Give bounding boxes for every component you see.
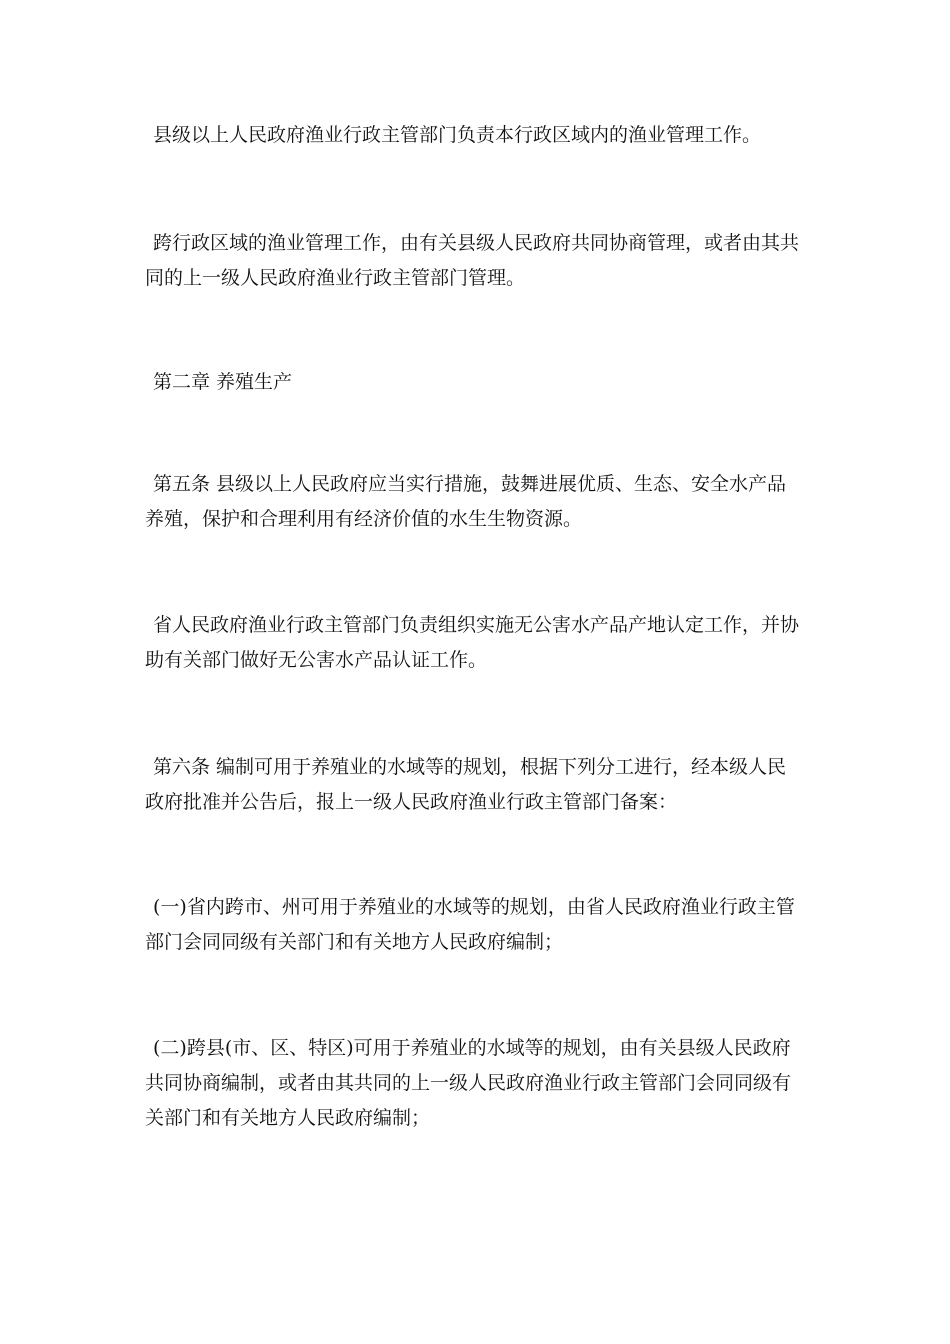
text-line: 政府批准并公告后，报上一级人民政府渔业行政主管部门备案：	[145, 791, 678, 813]
chapter-heading	[145, 365, 810, 400]
article-6	[145, 750, 810, 820]
text-line: 县级以上人民政府渔业行政主管部门负责本行政区域内的渔业管理工作。	[153, 124, 762, 146]
paragraph-pollution-free-certification	[145, 608, 810, 678]
text-line: 省人民政府渔业行政主管部门负责组织实施无公害水产品产地认定工作，并协	[153, 614, 800, 636]
text-line: 跨行政区域的渔业管理工作，由有关县级人民政府共同协商管理，或者由其共	[153, 232, 800, 254]
text-line: 养殖，保护和合理利用有经济价值的水生生物资源。	[145, 508, 583, 530]
text-line: (一)省内跨市、州可用于养殖业的水域等的规划，由省人民政府渔业行政主管	[153, 896, 795, 918]
text-line: 共同协商编制，或者由其共同的上一级人民政府渔业行政主管部门会同同级有	[145, 1072, 792, 1094]
text-line: 第五条 县级以上人民政府应当实行措施，鼓舞进展优质、生态、安全水产品	[153, 473, 787, 495]
text-line: 第二章 养殖生产	[153, 371, 293, 393]
article-5	[145, 467, 810, 537]
text-line: 同的上一级人民政府渔业行政主管部门管理。	[145, 267, 526, 289]
text-line: 助有关部门做好无公害水产品认证工作。	[145, 649, 488, 671]
text-line: 第六条 编制可用于养殖业的水域等的规划，根据下列分工进行，经本级人民	[153, 756, 787, 778]
text-line: 部门会同同级有关部门和有关地方人民政府编制；	[145, 931, 564, 953]
paragraph-county-fishery-duty	[145, 118, 810, 153]
text-line: (二)跨县(市、区、特区)可用于养殖业的水域等的规划，由有关县级人民政府	[153, 1037, 791, 1059]
text-line: 关部门和有关地方人民政府编制；	[145, 1107, 431, 1129]
article-6-item-2	[145, 1031, 810, 1136]
article-6-item-1	[145, 890, 810, 960]
paragraph-cross-region-management	[145, 226, 810, 296]
